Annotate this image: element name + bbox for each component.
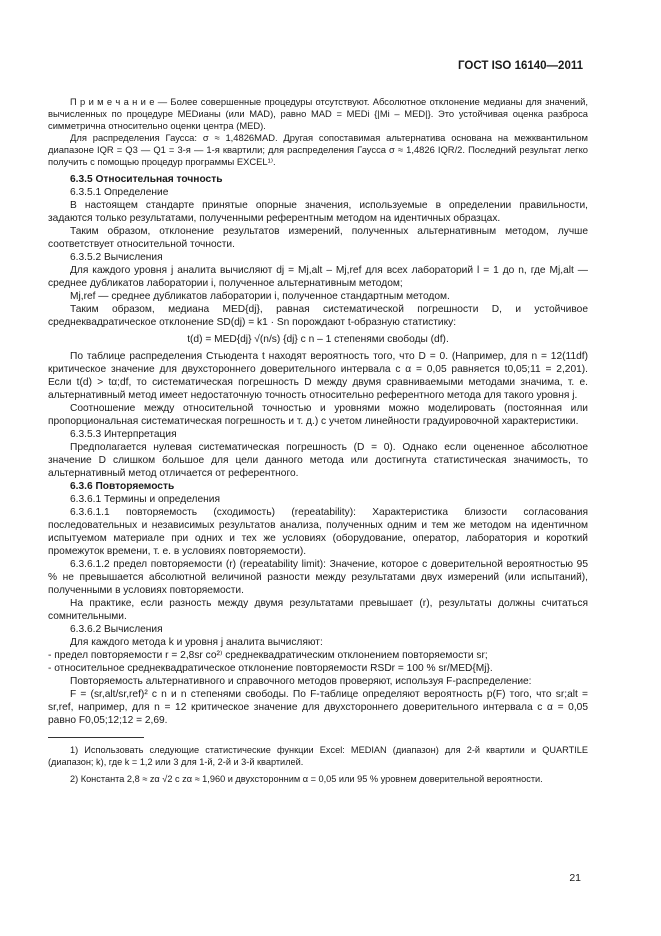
body-paragraph: Предполагается нулевая систематическая погрешность (D = 0). Однако если оцененное абсолютное значение D слишком большое для цели данного метода или достигнута статистическая значимость, то альтернативный метод отличается от референтного. — [48, 442, 588, 479]
standard-header: ГОСТ ISO 16140—2011 — [458, 60, 583, 72]
subsection-heading: 6.3.5.3 Интерпретация — [70, 429, 177, 440]
definition-paragraph: 6.3.6.1.2 предел повторяемости (r) (repeatability limit): Значение, которое с доверительной вероятностью 95 % не превышается абсолютной величиной разности между результатами двух измерений (или испытаний), полученными в условиях повторяемости. — [48, 559, 588, 596]
body-paragraph: По таблице распределения Стьюдента t находят вероятность того, что D = 0. (Например, для n = 12(11df) критическое значение для двухстороннего доверительного интервала с α = 0,05 равняется t0,05;11 = 2,201). Если t(d) > tα;df, то систематическая погрешность D между двумя сравниваемыми методами значима, т. е. альтернативный метод имеет недостаточную точность относительно референтного метода для такого уровня j. — [48, 351, 588, 401]
footnote-separator — [48, 737, 144, 738]
section-heading: 6.3.5 Относительная точность — [70, 174, 223, 185]
body-paragraph: Повторяемость альтернативного и справочного методов проверяют, используя F-распределение: — [70, 676, 532, 687]
subsection-heading: 6.3.6.1 Термины и определения — [70, 494, 220, 505]
subsection-heading: 6.3.5.2 Вычисления — [70, 252, 163, 263]
subsection-heading: 6.3.6.2 Вычисления — [70, 624, 163, 635]
definition-paragraph: 6.3.6.1.1 повторяемость (сходимость) (repeatability): Характеристика близости согласования последовательных и независимых результатов анализа, полученных одним и тем же методом на идентичном испытуемом материале при одних и тех же условиях (оборудование, оператор, лаборатория и короткий промежуток времени, т. е. в условиях повторяемости). — [48, 507, 588, 557]
subsection-heading: 6.3.5.1 Определение — [70, 187, 169, 198]
page-number: 21 — [569, 872, 581, 884]
body-paragraph: Для каждого уровня j аналита вычисляют dj = Mj,alt – Mj,ref для всех лабораторий l = 1 до n, где Mj,alt — среднее дубликатов лаборатории i, полученное альтернативным методом; — [48, 265, 588, 289]
note-paragraph: П р и м е ч а н и е — Более совершенные процедуры отсутствуют. Абсолютное отклонение медианы для значений, вычисленных по процедуре MEDианы (или MAD), равно MAD = MEDi {|Mi – MED|}. Это устойчивая оценка разброса симметрична относительно оценки центра (MED). — [48, 96, 588, 131]
body-paragraph: Mj,ref — среднее дубликатов лаборатории i, полученное стандартным методом. — [70, 291, 450, 302]
footnote: 2) Константа 2,8 ≈ zα √2 с zα ≈ 1,960 и двухсторонним α = 0,05 или 95 % уровнем доверительной вероятности. — [70, 774, 543, 784]
body-paragraph: F = (sr,alt/sr,ref)² с n и n степенями свободы. По F-таблице определяют вероятность p(F) того, что sr;alt = sr,ref, например, для n = 12 критическое значение для двухстороннего доверительного интервала с α = 0,05 равно F0,05;12;12 = 2,69. — [48, 689, 588, 726]
formula: t(d) = MED{dj} √(n/s) {dj} с n – 1 степенями свободы (df). — [187, 334, 449, 345]
body-paragraph: На практике, если разность между двумя результатами превышает (r), результаты должны считаться сомнительными. — [48, 598, 588, 622]
body-paragraph: Для каждого метода k и уровня j аналита вычисляют: — [70, 637, 323, 648]
body-paragraph: Таким образом, отклонение результатов измерений, полученных альтернативным методом, лучше соответствует относительной точности. — [48, 226, 588, 250]
document-body — [48, 96, 588, 790]
note-paragraph: Для распределения Гаусса: σ ≈ 1,4826MAD. Другая сопоставимая альтернатива основана на межквантильном диапазоне IQR = Q3 — Q1 = 3-я — 1-я квартили; для распределения Гаусса σ ≈ 1,4826 IQR/2. Последний результат легко получить с помощью процедур программы EXCEL¹⁾. — [48, 132, 588, 167]
footnote: 1) Использовать следующие статистические функции Excel: MEDIAN (диапазон) для 2-й квартили и QUARTILE (диапазон; k), где k = 1,2 или 3 для 1-й, 2-й и 3-й квартилей. — [48, 745, 588, 767]
list-item: - предел повторяемости r = 2,8sr со²⁾ среднеквадратическим отклонением повторяемости sr; — [48, 650, 488, 661]
body-paragraph: Таким образом, медиана MED{dj}, равная систематической погрешности D, и устойчивое среднеквадратическое отклонение SD(dj) = k1 · Sn порождают t-образную статистику: — [48, 304, 588, 328]
list-item: - относительное среднеквадратическое отклонение повторяемости RSDr = 100 % sr/MED{Mj}. — [48, 663, 493, 674]
section-heading: 6.3.6 Повторяемость — [70, 481, 175, 492]
body-paragraph: Соотношение между относительной точностью и уровнями можно моделировать (постоянная или пропорциональная систематическая погрешность и т. д.) с учетом линейности градуировочной характеристики. — [48, 403, 588, 427]
body-paragraph: В настоящем стандарте принятые опорные значения, используемые в определении правильности, задаются только результатами, полученными референтным методом на идентичных образцах. — [48, 200, 588, 224]
